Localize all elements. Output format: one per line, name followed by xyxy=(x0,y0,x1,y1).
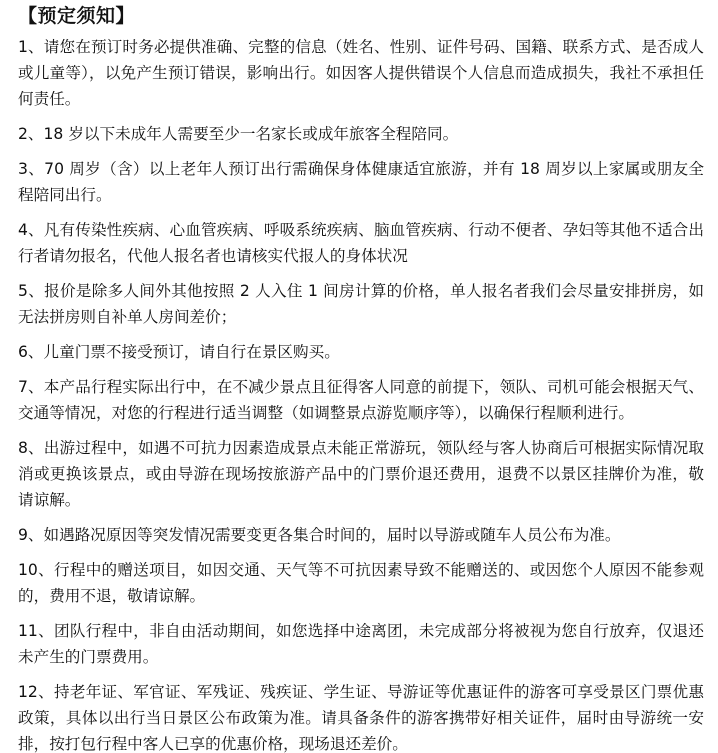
notice-item-9: 9、如遇路况原因等突发情况需要变更各集合时间的，届时以导游或随车人员公布为准。 xyxy=(18,526,621,544)
notice-item-7: 7、本产品行程实际出行中，在不减少景点且征得客人同意的前提下，领队、司机可能会根据天气、交通等情况，对您的行程进行适当调整（如调整景点游览顺序等），以确保行程顺利进行。 xyxy=(18,378,704,422)
notice-item-4: 4、凡有传染性疾病、心血管疾病、呼吸系统疾病、脑血管疾病、行动不便者、孕妇等其他不适合出行者请勿报名，代他人报名者也请核实代报人的身体状况 xyxy=(18,221,704,265)
notice-item-2: 2、18 岁以下未成年人需要至少一名家长或成年旅客全程陪同。 xyxy=(18,125,459,143)
notice-item-3: 3、70 周岁（含）以上老年人预订出行需确保身体健康适宜旅游，并有 18 周岁以上家属或朋友全程陪同出行。 xyxy=(18,160,704,204)
notice-item-1: 1、请您在预订时务必提供准确、完整的信息（姓名、性别、证件号码、国籍、联系方式、是否成人或儿童等），以免产生预订错误，影响出行。如因客人提供错误个人信息而造成损失，我社不承担任何责任。 xyxy=(18,38,704,108)
notice-item-10: 10、行程中的赠送项目，如因交通、天气等不可抗因素导致不能赠送的、或因您个人原因不能参观的，费用不退，敬请谅解。 xyxy=(18,561,704,605)
notice-list xyxy=(18,34,704,753)
document-title: 【预定须知】 xyxy=(18,5,136,27)
notice-item-12: 12、持老年证、军官证、军残证、残疾证、学生证、导游证等优惠证件的游客可享受景区门票优惠政策，具体以出行当日景区公布政策为准。请具备条件的游客携带好相关证件，届时由导游统一安排，按打包行程中客人已享的优惠价格，现场退还差价。 xyxy=(18,683,704,753)
notice-item-11: 11、团队行程中，非自由活动期间，如您选择中途离团，未完成部分将被视为您自行放弃，仅退还未产生的门票费用。 xyxy=(18,622,704,666)
notice-item-8: 8、出游过程中，如遇不可抗力因素造成景点未能正常游玩，领队经与客人协商后可根据实际情况取消或更换该景点，或由导游在现场按旅游产品中的门票价退还费用，退费不以景区挂牌价为准，敬请谅解。 xyxy=(18,439,704,509)
notice-item-6: 6、儿童门票不接受预订，请自行在景区购买。 xyxy=(18,343,340,361)
notice-item-5: 5、报价是除多人间外其他按照 2 人入住 1 间房计算的价格，单人报名者我们会尽量安排拼房，如无法拼房则自补单人房间差价； xyxy=(18,282,704,326)
